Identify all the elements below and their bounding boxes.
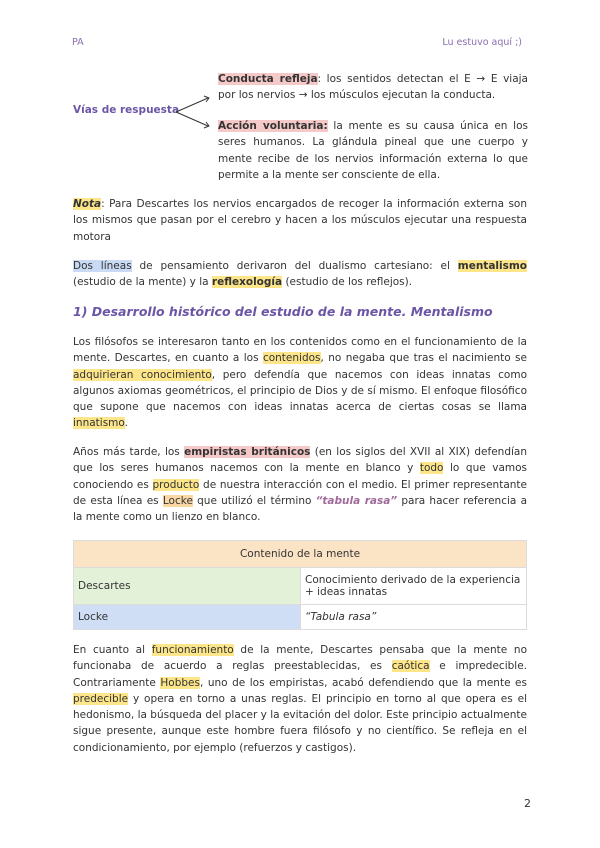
producto-term: producto xyxy=(152,478,200,491)
caotica-term: caótica xyxy=(391,660,430,673)
p3-text-2: de la mente, Descartes pensaba que la mente no funcionaba de acuerdo a reglas preestablecidas, es xyxy=(73,644,527,673)
paragraph-contents xyxy=(73,334,527,432)
table-cell-name: Descartes xyxy=(74,568,301,605)
branch-arrows xyxy=(174,92,218,132)
table-cell-value: Conocimiento derivado de la experiencia + ideas innatas xyxy=(301,568,527,605)
voluntary-block xyxy=(218,118,528,183)
note-text: : Para Descartes los nervios encargados de recoger la información externa son los mismos que pasan por el cerebro y hacen a los músculos ejecutar una respuesta motora xyxy=(73,198,527,243)
p1-text-3: , pero defendía que nacemos con ideas innatas como algunos axiomas geométricos, el principio de Dios y de sí mismo. El enfoque filosófico que supone que nacemos con ideas innatas acerca de ciertas cosas se llama xyxy=(73,368,527,414)
lines-term: Dos líneas xyxy=(73,260,132,272)
reflex-term: Conducta refleja xyxy=(218,73,318,85)
p3-text-1: En cuanto al xyxy=(73,644,152,656)
page-number: 2 xyxy=(524,797,531,810)
section-title: 1) Desarrollo histórico del estudio de la mente. Mentalismo xyxy=(73,304,493,319)
locke-term: Locke xyxy=(162,494,193,507)
lines-text-1: de pensamiento derivaron del dualismo cartesiano: el xyxy=(131,260,458,272)
p3-text-3: e impredecible. Contrariamente xyxy=(73,660,527,689)
contenidos-term: contenidos xyxy=(262,352,321,365)
reflexologia-term: reflexología xyxy=(211,276,283,289)
table-cell-name: Locke xyxy=(74,605,301,630)
table-row xyxy=(74,605,527,630)
lines-text-2: (estudio de la mente) y la xyxy=(73,276,212,289)
p2-text-4: de nuestra interacción con el medio. El primer representante de esta línea es xyxy=(73,478,527,507)
table-row xyxy=(74,568,527,605)
paragraph-funcionamiento xyxy=(73,642,527,756)
reflex-text: : los sentidos detectan el E → E viaja por los nervios → los músculos ejecutan la conducta. xyxy=(218,73,528,102)
p1-text-4: . xyxy=(124,417,128,430)
p2-text-5: que utilizó el término xyxy=(192,494,316,507)
vias-label: Vías de respuesta xyxy=(73,104,180,116)
funcionamiento-term: funcionamiento xyxy=(151,644,234,656)
table-header-row xyxy=(74,541,527,568)
header-left: PA xyxy=(72,37,84,48)
p1-text-1: Los filósofos se interesaron tanto en los contenidos como en el funcionamiento de la mente. Descartes, en cuanto a los xyxy=(73,336,527,365)
p2-text-1: Años más tarde, los xyxy=(73,446,185,458)
lines-paragraph xyxy=(73,258,527,291)
header-right: Lu estuvo aquí ;) xyxy=(442,37,522,48)
adquirieran-term: adquirieran conocimiento xyxy=(73,368,212,381)
empiristas-term: empiristas británicos xyxy=(184,446,311,458)
voluntary-term: Acción voluntaria: xyxy=(218,120,328,132)
voluntary-text: la mente es su causa única en los seres humanos. La glándula pineal que une cuerpo y mente recibe de los nervios información externa lo que permite a la mente ser consciente de ella. xyxy=(218,120,528,181)
mentalismo-term: mentalismo xyxy=(457,260,528,272)
hobbes-term: Hobbes xyxy=(160,676,200,689)
p2-text-2: (en los siglos del XVII al XIX) defendían que los seres humanos nacemos con la mente en blanco y xyxy=(73,446,527,475)
todo-term: todo xyxy=(419,462,444,475)
p3-text-4: , uno de los empiristas, acabó defendiendo que la mente es xyxy=(199,676,527,689)
predecible-term: predecible xyxy=(73,692,129,705)
lines-text-3: (estudio de los reflejos). xyxy=(282,276,413,289)
innatismo-term: innatismo xyxy=(73,417,125,430)
note-paragraph xyxy=(73,196,527,245)
reflex-block xyxy=(218,71,528,104)
table-header: Contenido de la mente xyxy=(74,541,527,568)
mind-content-table xyxy=(73,540,527,630)
note-term: Nota xyxy=(73,198,102,210)
p1-text-2: , no negaba que tras el nacimiento se xyxy=(320,352,527,365)
p2-text-6: para hacer referencia a la mente como un lienzo en blanco. xyxy=(73,494,528,524)
p2-text-3: lo que vamos conociendo es xyxy=(73,462,527,491)
paragraph-empiristas xyxy=(73,444,527,525)
table-cell-value: “Tabula rasa” xyxy=(301,605,527,630)
p3-text-5: y opera en torno a unas reglas. El principio en torno al que opera es el hedonismo, la búsqueda del placer y la evitación del dolor. Este principio actualmente sigue presente, aunque este hombre fuera filósofo y no científico. Se refleja en el condicionamiento, por ejemplo (refuerzos y castigos). xyxy=(73,692,527,754)
tabula-rasa-term: “tabula rasa” xyxy=(315,494,398,507)
